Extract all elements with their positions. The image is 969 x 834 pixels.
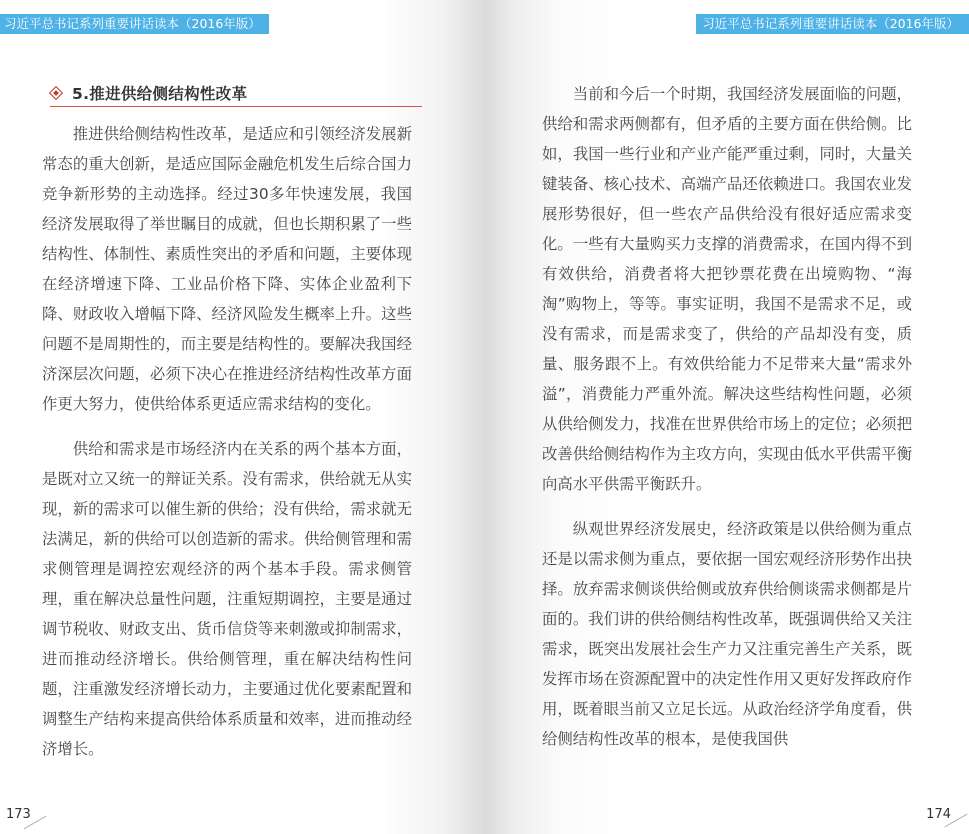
right-page [484,0,969,834]
left-paragraph-2: 供给和需求是市场经济内在关系的两个基本方面，是既对立又统一的辩证关系。没有需求，供给就无从实现，新的需求可以催生新的供给；没有供给，需求就无法满足，新的供给可以创造新的需求。供给侧管理和需求侧管理是调控宏观经济的两个基本手段。需求侧管理，重在解决总量性问题，注重短期调控，主要是通过调节税收、财政支出、货币信贷等来刺激或抑制需求，进而推动经济增长。供给侧管理，重在解决结构性问题，注重激发经济增长动力，主要通过优化要素配置和调整生产结构来提高供给体系质量和效率，进而推动经济增长。 [42,440,412,758]
right-page-number: 174 [926,807,951,822]
right-paragraph-2: 纵观世界经济发展史，经济政策是以供给侧为重点还是以需求侧为重点，要依据一国宏观经济形势作出抉择。放弃需求侧谈供给侧或放弃供给侧谈需求侧都是片面的。我们讲的供给侧结构性改革，既强调供给又关注需求，既突出发展社会生产力又注重完善生产关系，既发挥市场在资源配置中的决定性作用又更好发挥政府作用，既着眼当前又立足长远。从政治经济学角度看，供给侧结构性改革的根本，是使我国供 [542,520,912,748]
left-header-book-title: 习近平总书记系列重要讲话读本（2016年版） [0,14,269,34]
section-title: 5.推进供给侧结构性改革 [72,85,248,103]
diamond-bullet-icon [50,87,62,99]
section-heading [50,80,422,107]
left-body-text [42,119,412,779]
left-paragraph-1: 推进供给侧结构性改革，是适应和引领经济发展新常态的重大创新，是适应国际金融危机发生后综合国力竞争新形势的主动选择。经过30多年快速发展，我国经济发展取得了举世瞩目的成就，但也长期积累了一些结构性、体制性、素质性突出的矛盾和问题，主要体现在经济增速下降、工业品价格下降、实体企业盈利下降、财政收入增幅下降、经济风险发生概率上升。这些问题不是周期性的，而主要是结构性的。要解决我国经济深层次问题，必须下决心在推进经济结构性改革方面作更大努力，使供给体系更适应需求结构的变化。 [42,125,412,413]
right-header-book-title: 习近平总书记系列重要讲话读本（2016年版） [696,14,969,34]
left-page-number: 173 [6,807,31,822]
right-body-text [542,79,912,769]
left-page [0,0,484,834]
right-paragraph-1: 当前和今后一个时期，我国经济发展面临的问题，供给和需求两侧都有，但矛盾的主要方面在供给侧。比如，我国一些行业和产业产能严重过剩，同时，大量关键装备、核心技术、高端产品还依赖进口。我国农业发展形势很好，但一些农产品供给没有很好适应需求变化。一些有大量购买力支撑的消费需求，在国内得不到有效供给，消费者将大把钞票花费在出境购物、“海淘”购物上，等等。事实证明，我国不是需求不足，或没有需求，而是需求变了，供给的产品却没有变，质量、服务跟不上。有效供给能力不足带来大量“需求外溢”，消费能力严重外流。解决这些结构性问题，必须从供给侧发力，找准在世界供给市场上的定位；必须把改善供给侧结构作为主攻方向，实现由低水平供需平衡向高水平供需平衡跃升。 [542,85,912,493]
